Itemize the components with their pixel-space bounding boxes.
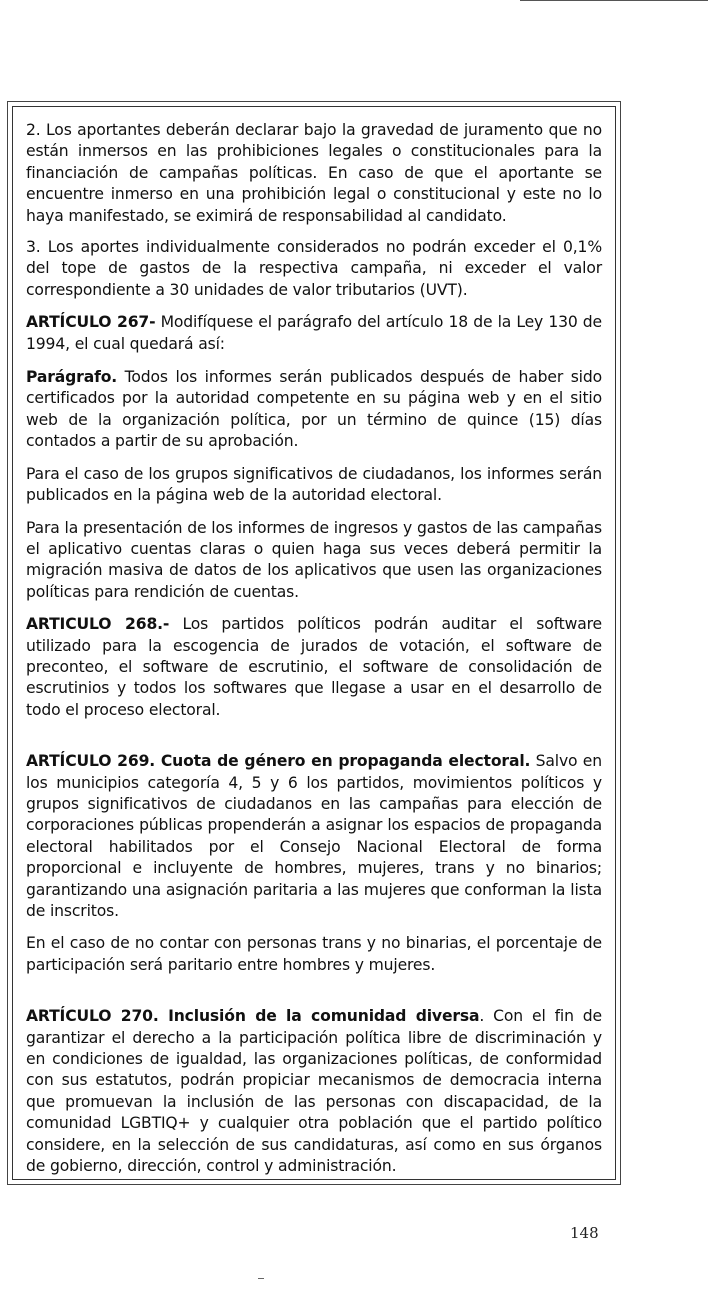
paragrafo-heading: Parágrafo. [26, 368, 118, 387]
paragraph-presentacion [26, 518, 602, 604]
paragraph-text: 3. Los aportes individualmente considerados no podrán exceder el 0,1% del tope de gastos de la respectiva campaña, ni exceder el valor correspondiente a 30 unidades de valor tributarios (UVT). [26, 238, 602, 299]
document-body [26, 120, 602, 1177]
paragraph-item-2 [26, 120, 602, 227]
paragrafo-text: Todos los informes serán publicados después de haber sido certificados por la autoridad competente en su página web y en el sitio web de la organización política, por un término de quince (15) días contados a partir de su aprobación. [26, 368, 602, 451]
paragraph-item-3 [26, 237, 602, 301]
article-text: Los partidos políticos podrán auditar el software utilizado para la escogencia de jurados de votación, el software de preconteo, el software de escrutinio, el software de consolidación de escrutinios y todos los softwares que llegase a usar en el desarrollo de todo el proceso electoral. [26, 615, 602, 719]
scan-mark [258, 1278, 264, 1279]
article-267 [26, 312, 602, 355]
article-heading: ARTÍCULO 270. Inclusión de la comunidad diversa [26, 1007, 480, 1026]
article-text: . Con el fin de garantizar el derecho a la participación política libre de discriminación y en condiciones de igualdad, las organizaciones políticas, de conformidad con sus estatutos, podrán propiciar mecanismos de democracia interna que promuevan la inclusión de las personas con discapacidad, de la comunidad LGBTIQ+ y cualquier otra población que el partido político considere, en la selección de sus candidaturas, así como en sus órganos de gobierno, dirección, control y administración. [26, 1007, 602, 1176]
article-heading: ARTICULO 268.- [26, 615, 170, 634]
top-rule [520, 0, 708, 1]
paragraph-text: 2. Los aportantes deberán declarar bajo la gravedad de juramento que no están inmersos en las prohibiciones legales o constitucionales para la financiación de campañas políticas. En caso de que el aportante se encuentre inmerso en una prohibición legal o constitucional y este no lo haya manifestado, se eximirá de responsabilidad al candidato. [26, 121, 602, 225]
paragraph-text: Para la presentación de los informes de ingresos y gastos de las campañas el aplicativo cuentas claras o quien haga sus veces deberá permitir la migración masiva de datos de los aplicativos que usen las organizaciones políticas para rendición de cuentas. [26, 518, 602, 601]
article-text: Salvo en los municipios categoría 4, 5 y 6 los partidos, movimientos políticos y grupos significativos de ciudadanos en las campañas para elección de corporaciones públicas propenderán a asignar los espacios de propaganda electoral habilitados por el Consejo Nacional Electoral de forma proporcional e incluyente de hombres, mujeres, trans y no binarios; garantizando una asignación paritaria a las mujeres que conforman la lista de inscritos. [26, 752, 602, 920]
article-270 [26, 1006, 602, 1177]
article-heading: ARTÍCULO 269. Cuota de género en propaganda electoral. [26, 752, 531, 771]
paragraph-grupos [26, 464, 602, 507]
paragraph-text: En el caso de no contar con personas trans y no binarias, el porcentaje de participación será paritario entre hombres y mujeres. [26, 934, 602, 974]
paragraph-trans [26, 933, 602, 976]
article-heading: ARTÍCULO 267- [26, 313, 156, 332]
page-number: 148 [570, 1224, 599, 1242]
article-269 [26, 751, 602, 922]
paragrafo [26, 367, 602, 453]
article-268 [26, 614, 602, 721]
article-text: Modifíquese el parágrafo del artículo 18 de la Ley 130 de 1994, el cual quedará así: [26, 313, 602, 353]
paragraph-text: Para el caso de los grupos significativos de ciudadanos, los informes serán publicados en la página web de la autoridad electoral. [26, 464, 602, 505]
